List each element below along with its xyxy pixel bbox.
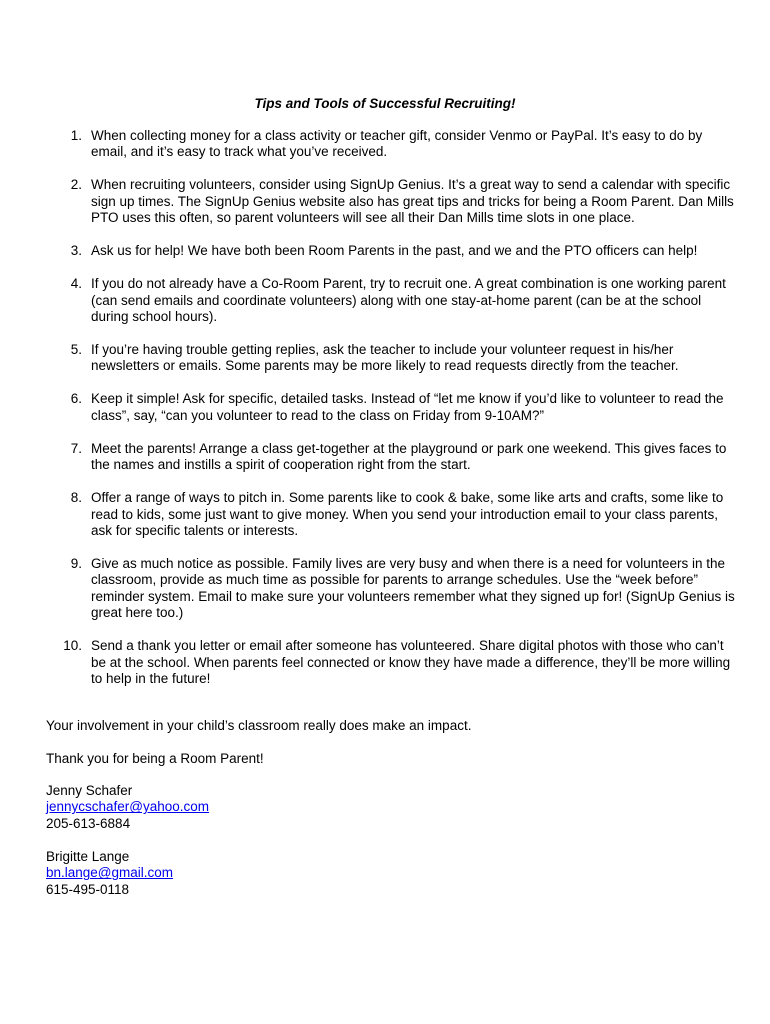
tip-item-9 (46, 556, 736, 622)
tip-text: If you do not already have a Co-Room Parent, try to recruit one. A great combination is one working parent (can send emails and coordinate volunteers) along with one stay-at-home parent (can be at the school during school hours). (91, 276, 726, 325)
tip-text: Give as much notice as possible. Family lives are very busy and when there is a need for volunteers in the classroom, provide as much time as possible for parents to arrange schedules. Use the “week before” reminder system. Email to make sure your volunteers remember what they signed up for! (SignUp Genius is great here too.) (91, 556, 735, 621)
tip-number: 10. (63, 638, 82, 654)
tip-number: 8. (70, 490, 82, 506)
contact-block-jenny (46, 783, 446, 832)
contact-phone: 205-613-6884 (46, 815, 131, 831)
tip-number: 6. (70, 391, 82, 407)
tip-item-6 (46, 391, 736, 424)
contact-block-brigitte (46, 849, 446, 898)
tip-item-7 (46, 441, 736, 474)
tip-number: 2. (70, 177, 82, 193)
tip-text: When collecting money for a class activity or teacher gift, consider Venmo or PayPal. It’s easy to do by email, and it’s easy to track what you’ve received. (91, 128, 703, 160)
contact-name: Brigitte Lange (46, 849, 130, 864)
contact-email-link[interactable]: jennycschafer@yahoo.com (46, 799, 210, 815)
contact-email-link[interactable]: bn.lange@gmail.com (46, 865, 174, 881)
thank-you-statement: Thank you for being a Room Parent! (46, 751, 264, 766)
tip-item-3 (46, 243, 736, 259)
tip-text: Keep it simple! Ask for specific, detailed tasks. Instead of “let me know if you’d like to volunteer to read the class”, say, “can you volunteer to read to the class on Friday from 9-10AM?” (91, 391, 724, 423)
tip-text: When recruiting volunteers, consider using SignUp Genius. It’s a great way to send a calendar with specific sign up times. The SignUp Genius website also has great tips and tricks for being a Room Parent. Dan Mills PTO uses this often, so parent volunteers will see all their Dan Mills time slots in one place. (91, 177, 734, 226)
tip-number: 3. (70, 243, 82, 259)
tip-number: 9. (70, 556, 82, 572)
tip-number: 4. (70, 276, 82, 292)
tip-text: Offer a range of ways to pitch in. Some parents like to cook & bake, some like arts and crafts, some like to read to kids, some just want to give money. When you send your introduction email to your class parents, ask for specific talents or interests. (91, 490, 724, 539)
contact-name: Jenny Schafer (46, 783, 133, 798)
tip-number: 1. (70, 128, 82, 143)
tip-number: 5. (70, 342, 82, 358)
tip-text: Meet the parents! Arrange a class get-together at the playground or park one weekend. This gives faces to the names and instills a spirit of cooperation right from the start. (91, 440, 727, 473)
document-title: Tips and Tools of Successful Recruiting! (254, 96, 516, 111)
tip-item-10 (46, 638, 736, 687)
tip-item-1 (46, 128, 736, 161)
tip-item-5 (46, 342, 736, 375)
contact-phone: 615-495-0118 (46, 881, 130, 897)
involvement-statement: Your involvement in your child’s classroom really does make an impact. (46, 718, 472, 733)
tip-item-8 (46, 490, 736, 539)
tip-text: Send a thank you letter or email after someone has volunteered. Share digital photos with those who can’t be at the school. When parents feel connected or know they have made a difference, they’ll be more willing to help in the future! (91, 638, 731, 687)
tip-item-2 (46, 177, 736, 226)
tips-list (46, 128, 736, 704)
tip-text: If you’re having trouble getting replies, ask the teacher to include your volunteer request in his/her newsletters or emails. Some parents may be more likely to read requests directly from the teacher. (91, 342, 679, 374)
tip-number: 7. (70, 440, 82, 456)
tip-item-4 (46, 276, 736, 325)
tip-text: Ask us for help! We have both been Room Parents in the past, and we and the PTO officers can help! (91, 243, 698, 259)
